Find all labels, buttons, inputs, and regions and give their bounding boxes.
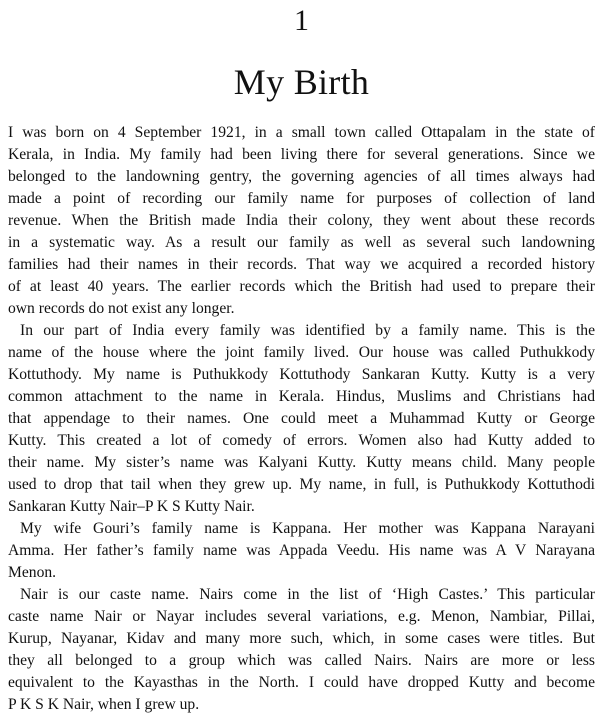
text-line: Sankaran Kutty Nair–P K S Kutty Nair. (8, 498, 255, 515)
text-line: belonged to the landowning gentry, the governing agencies of all times always had (8, 168, 595, 185)
text-line: in a systematic way. As a result our family as well as several such landowning (8, 234, 595, 251)
text-line: revenue. When the British made India their colony, they went about these records (8, 212, 595, 229)
paragraph-3 (8, 518, 595, 584)
text-line: I was born on 4 September 1921, in a small town called Ottapalam in the state of (8, 124, 595, 141)
text-line: made a point of recording our family name for purposes of collection of land (8, 190, 595, 207)
text-line: My wife Gouri’s family name is Kappana. Her mother was Kappana Narayani (20, 520, 595, 537)
text-line: In our part of India every family was identified by a family name. This is the (20, 322, 595, 339)
text-line: that appendage to their names. One could meet a Muhammad Kutty or George (8, 410, 595, 427)
text-line: Nair is our caste name. Nairs come in the list of ‘High Castes.’ This particular (20, 586, 595, 603)
text-line: caste name Nair or Nayar includes several variations, e.g. Menon, Nambiar, Pillai, (8, 608, 595, 625)
chapter-title: My Birth (233, 62, 370, 102)
paragraph-1 (8, 122, 595, 320)
text-line: of at least 40 years. The earlier records which the British had used to prepare their (8, 278, 595, 295)
text-line: common attachment to the name in Kerala. Hindus, Muslims and Christians had (8, 388, 595, 405)
text-line: name of the house where the joint family lived. Our house was called Puthukkody (8, 344, 595, 361)
text-line: Kurup, Nayanar, Kidav and many more such, which, in some cases were titles. But (8, 630, 595, 647)
text-line: families had their names in their records. That way we acquired a recorded history (8, 256, 595, 273)
paragraph-2 (8, 320, 595, 518)
text-line: they all belonged to a group which was called Nairs. Nairs are more or less (8, 652, 595, 669)
text-line: Menon. (8, 564, 57, 581)
paragraph-4 (8, 584, 595, 716)
chapter-number: 1 (294, 4, 309, 37)
text-line: Kutty. This created a lot of comedy of errors. Women also had Kutty added to (8, 432, 595, 449)
text-line: their name. My sister’s name was Kalyani Kutty. Kutty means child. Many people (8, 454, 595, 471)
text-line: own records do not exist any longer. (8, 300, 235, 317)
text-line: Kerala, in India. My family had been living there for several generations. Since we (8, 146, 595, 163)
chapter-body (8, 122, 595, 716)
text-line: equivalent to the Kayasthas in the North. I could have dropped Kutty and become (8, 674, 595, 691)
text-line: Kottuthody. My name is Puthukkody Kottuthody Sankaran Kutty. Kutty is a very (8, 366, 595, 383)
text-line: P K S K Nair, when I grew up. (8, 696, 200, 713)
text-line: used to drop that tail when they grew up. My name, in full, is Puthukkody Kottuthodi (8, 476, 595, 493)
text-line: Amma. Her father’s family name was Appada Veedu. His name was A V Narayana (8, 542, 595, 559)
